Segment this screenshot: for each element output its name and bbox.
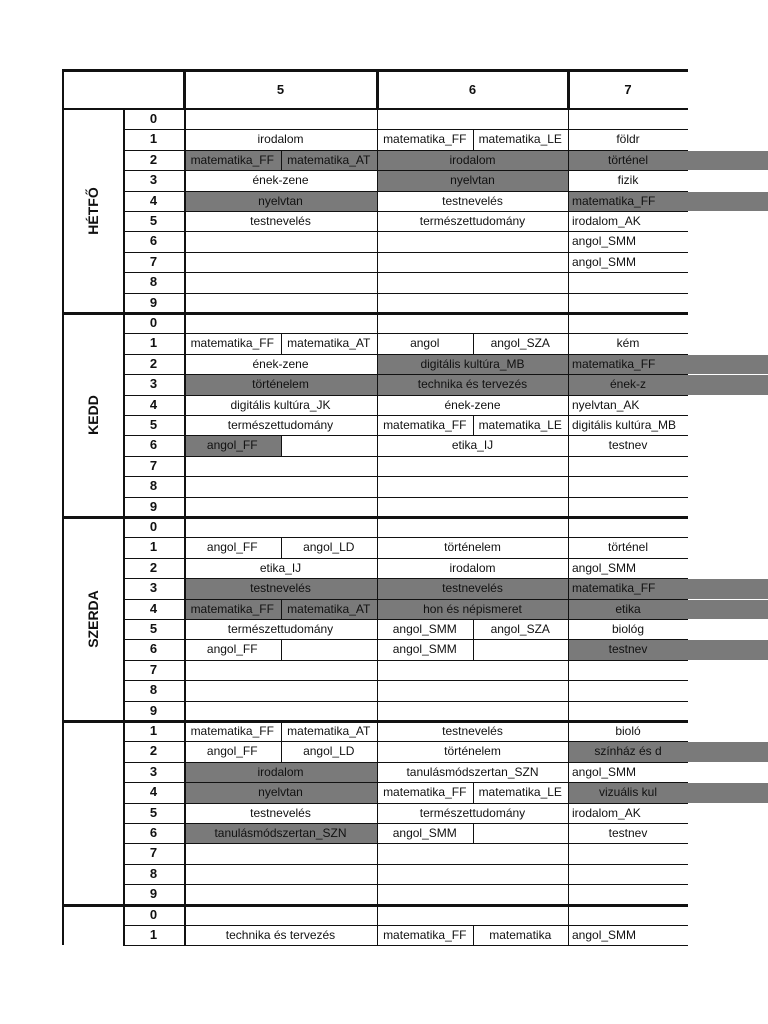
subject-cell: ének-zene [252, 173, 309, 188]
subject-cell: fizik [617, 173, 639, 188]
column-border [377, 109, 378, 313]
number-content-border [184, 109, 186, 313]
subject-cell: történel [607, 540, 649, 555]
row-border [123, 701, 688, 702]
subject-cell: tanulásmódszertan_SZN [406, 764, 539, 779]
period-number: 1 [149, 539, 158, 555]
day-number-border [123, 313, 125, 517]
subject-cell: matematika_FF [190, 724, 274, 738]
period-number: 7 [149, 457, 158, 473]
period-number: 2 [149, 151, 158, 167]
period-number: 6 [149, 825, 158, 840]
column-header: 7 [624, 82, 632, 97]
row-border [123, 741, 688, 742]
subject-cell: matematika_LE [478, 132, 562, 147]
period-number: 9 [149, 702, 158, 718]
day-left-border [62, 517, 64, 721]
subject-cell [473, 823, 569, 843]
row-border [123, 884, 688, 885]
subject-cell: földr [616, 132, 640, 147]
row-border [123, 843, 688, 844]
period-number: 3 [149, 376, 158, 392]
subject-cell: angol_SMM [572, 928, 637, 942]
row-border [123, 415, 688, 416]
subject-cell: testnevelés [442, 193, 503, 208]
subject-cell: angol_SZA [490, 622, 550, 636]
subject-cell: matematika_AT [287, 336, 371, 351]
subject-cell [473, 639, 569, 659]
subject-cell: matematika_FF [383, 418, 467, 432]
subject-cell: testnev [608, 438, 648, 453]
subject-cell: természettudomány [419, 805, 526, 820]
subject-cell: etika_IJ [259, 560, 302, 575]
row-border [123, 231, 688, 232]
subject-cell: matematika [489, 928, 552, 942]
subject-cell: angol_FF [206, 438, 258, 453]
row-border [123, 639, 688, 640]
subject-cell: technika és tervezés [417, 377, 528, 392]
subject-cell: angol_SMM [572, 234, 637, 249]
split-cell-divider [281, 639, 282, 659]
row-border [123, 395, 688, 396]
day-label: HÉTFŐ [84, 187, 101, 235]
split-cell-divider [473, 415, 474, 435]
row-border [123, 211, 688, 212]
subject-cell: nyelvtan [258, 785, 303, 800]
day-left-border [62, 109, 64, 313]
period-number: 5 [149, 417, 158, 432]
column-border [377, 721, 378, 905]
period-number: 5 [149, 621, 158, 636]
row-border [123, 660, 688, 661]
subject-cell: természettudomány [419, 214, 526, 228]
subject-cell: angol_LD [303, 540, 355, 555]
day-number-border [123, 517, 125, 721]
period-number: 8 [149, 865, 158, 881]
period-number: 4 [149, 192, 158, 208]
row-border [123, 823, 688, 824]
row-border [123, 272, 688, 273]
period-number: 3 [149, 763, 158, 779]
subject-cell: testnevelés [442, 724, 503, 738]
period-number: 2 [149, 355, 158, 371]
subject-cell: testnevelés [250, 805, 311, 820]
day-left-border [62, 313, 64, 517]
period-number: 2 [149, 743, 158, 759]
subject-cell: történelem [444, 540, 501, 555]
subject-cell: angol_SZA [490, 336, 550, 351]
subject-cell: irodalom [449, 560, 496, 575]
subject-cell: angol_SMM [392, 826, 457, 840]
row-border [123, 599, 688, 600]
row-border [123, 129, 688, 130]
row-border [123, 945, 688, 946]
subject-cell: irodalom [449, 152, 496, 167]
split-cell-divider [281, 741, 282, 761]
row-border [123, 150, 688, 151]
day-label: KEDD [84, 395, 101, 435]
subject-cell: angol [410, 336, 440, 351]
split-cell-divider [281, 435, 282, 455]
period-number: 7 [149, 253, 158, 269]
period-number: 8 [149, 682, 158, 698]
period-number: 3 [149, 172, 158, 188]
subject-cell: angol_SMM [392, 622, 457, 636]
period-number: 2 [149, 559, 158, 575]
subject-cell: bioló [615, 724, 641, 738]
period-number: 6 [149, 641, 158, 657]
subject-cell: ének-z [609, 377, 647, 392]
day-left-border [62, 721, 64, 905]
subject-cell: matematika_FF [572, 356, 656, 371]
subject-cell: irodalom_AK [572, 805, 641, 820]
subject-cell: matematika_FF [383, 928, 467, 942]
row-border [123, 333, 688, 334]
subject-cell: nyelvtan_AK [572, 397, 640, 412]
subject-cell: irodalom_AK [572, 214, 641, 228]
header-left-border [62, 69, 64, 109]
subject-cell: nyelvtan [258, 193, 303, 208]
subject-cell: angol_SMM [572, 254, 637, 269]
subject-cell: digitális kultúra_MB [572, 418, 677, 432]
split-cell-divider [473, 823, 474, 843]
column-border [377, 905, 378, 946]
period-number: 4 [149, 396, 158, 412]
subject-cell: angol_FF [206, 642, 258, 657]
period-number: 1 [149, 131, 158, 147]
subject-cell: történelem [444, 744, 501, 759]
subject-cell: angol_SMM [572, 560, 637, 575]
subject-cell: testnev [608, 826, 648, 840]
subject-cell: digitális kultúra_MB [420, 356, 525, 371]
column-border [377, 313, 378, 517]
row-border [123, 680, 688, 681]
subject-cell: színház és d [594, 744, 662, 759]
period-number: 8 [149, 478, 158, 494]
subject-cell: matematika_FF [383, 132, 467, 147]
subject-cell: természettudomány [227, 418, 334, 432]
day-number-border [123, 109, 125, 313]
row-border [123, 456, 688, 457]
subject-cell: angol_SMM [392, 642, 457, 657]
subject-cell: ének-zene [444, 397, 501, 412]
subject-cell: matematika_AT [287, 724, 371, 738]
split-cell-divider [281, 150, 282, 170]
subject-cell: testnev [608, 642, 648, 657]
row-border [123, 558, 688, 559]
period-number: 3 [149, 580, 158, 596]
subject-cell: történel [607, 152, 649, 167]
split-cell-divider [473, 639, 474, 659]
subject-cell: ének-zene [252, 356, 309, 371]
column-border [568, 109, 569, 313]
row-border [123, 803, 688, 804]
subject-cell: angol_LD [303, 744, 355, 759]
subject-cell: irodalom [257, 764, 304, 779]
split-cell-divider [281, 537, 282, 557]
column-header: 5 [276, 82, 285, 97]
period-number: 6 [149, 437, 158, 453]
split-cell-divider [473, 619, 474, 639]
subject-cell: testnevelés [442, 581, 503, 596]
row-border [123, 537, 688, 538]
period-number: 1 [149, 335, 158, 351]
row-border [123, 252, 688, 253]
period-number: 4 [149, 600, 158, 616]
subject-cell: kém [616, 336, 640, 351]
period-number: 7 [149, 661, 158, 677]
row-border [123, 170, 688, 171]
subject-cell: vizuális kul [598, 785, 658, 800]
subject-cell: matematika_FF [572, 581, 656, 596]
period-number: 6 [149, 233, 158, 249]
subject-cell: természettudomány [227, 622, 334, 636]
row-border [123, 293, 688, 294]
period-number: 7 [149, 845, 158, 861]
period-number: 0 [149, 111, 158, 126]
row-border [123, 374, 688, 375]
row-border [123, 354, 688, 355]
subject-cell: matematika_FF [190, 152, 274, 167]
subject-cell: testnevelés [250, 214, 311, 228]
subject-cell: etika_IJ [451, 438, 494, 453]
split-cell-divider [281, 599, 282, 619]
row-border [123, 864, 688, 865]
period-number: 0 [149, 519, 158, 534]
subject-cell: történelem [252, 377, 309, 392]
row-border [123, 497, 688, 498]
row-border [123, 191, 688, 192]
subject-cell: testnevelés [250, 581, 311, 596]
subject-cell: digitális kultúra_JK [230, 397, 331, 412]
subject-cell [281, 435, 378, 455]
split-cell-divider [473, 129, 474, 149]
period-number: 4 [149, 784, 158, 800]
day-number-border [123, 905, 125, 946]
period-number: 0 [149, 906, 158, 922]
subject-cell: matematika_FF [572, 193, 656, 208]
split-cell-divider [281, 721, 282, 741]
subject-cell: matematika_LE [478, 785, 562, 800]
period-number: 1 [149, 723, 158, 738]
day-number-border [123, 721, 125, 905]
day-label: SZERDA [84, 590, 101, 648]
period-number: 9 [149, 886, 158, 902]
subject-cell: angol_SMM [572, 764, 637, 779]
subject-cell: matematika_LE [478, 418, 562, 432]
number-content-border [184, 313, 186, 517]
row-border [123, 762, 688, 763]
split-cell-divider [473, 782, 474, 802]
period-number: 9 [149, 294, 158, 310]
subject-cell: hon és népismeret [423, 601, 522, 616]
split-cell-divider [473, 333, 474, 353]
day-left-border [62, 905, 64, 946]
row-border [123, 578, 688, 579]
subject-cell: matematika_FF [383, 785, 467, 800]
period-number: 9 [149, 498, 158, 514]
subject-cell: matematika_AT [287, 601, 371, 616]
column-border [568, 905, 569, 946]
subject-cell: nyelvtan [450, 173, 495, 188]
column-border [568, 313, 569, 517]
row-border [123, 925, 688, 926]
column-border [568, 517, 569, 721]
row-border [123, 782, 688, 783]
period-number: 0 [149, 315, 158, 330]
period-number: 8 [149, 274, 158, 290]
subject-cell: etika [615, 601, 641, 616]
subject-cell: angol_FF [206, 744, 258, 759]
split-cell-divider [281, 333, 282, 353]
split-cell-divider [473, 925, 474, 945]
period-number: 5 [149, 804, 158, 820]
number-content-border [184, 905, 186, 946]
column-border [568, 721, 569, 905]
column-header: 6 [468, 82, 477, 97]
subject-cell: matematika_AT [287, 152, 371, 167]
subject-cell [281, 639, 378, 659]
subject-cell: matematika_FF [190, 336, 274, 351]
row-border [123, 476, 688, 477]
subject-cell: technika és tervezés [225, 928, 336, 942]
row-border [123, 619, 688, 620]
subject-cell: tanulásmódszertan_SZN [214, 826, 347, 840]
subject-cell: matematika_FF [190, 601, 274, 616]
number-content-border [184, 517, 186, 721]
column-border [377, 517, 378, 721]
number-content-border [184, 721, 186, 905]
row-border [123, 435, 688, 436]
subject-cell: irodalom [257, 132, 304, 147]
subject-cell: angol_FF [206, 540, 258, 555]
period-number: 1 [149, 927, 158, 942]
subject-cell: biológ [611, 622, 645, 636]
period-number: 5 [149, 213, 158, 228]
